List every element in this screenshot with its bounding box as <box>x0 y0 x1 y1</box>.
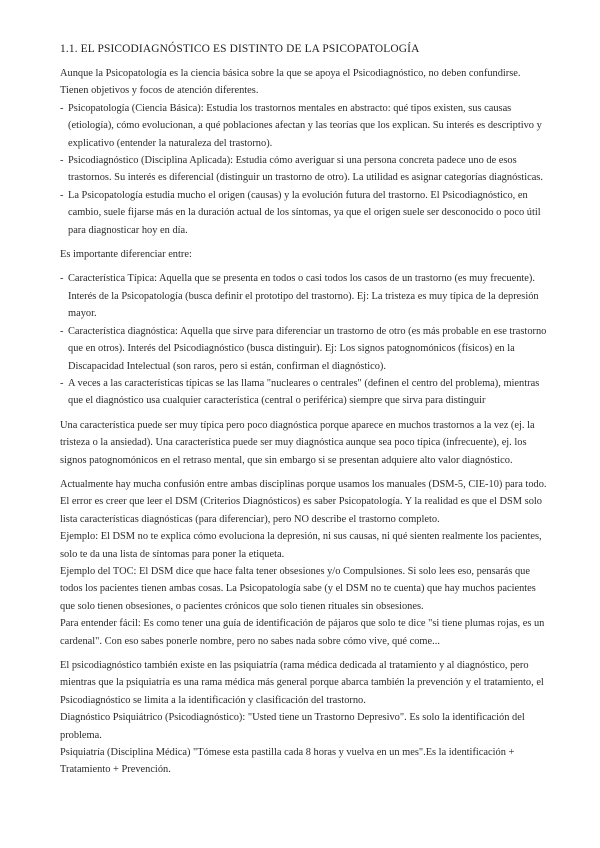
dsm-example-toc: Ejemplo del TOC: El DSM dice que hace falta tener obsesiones y/o Compulsiones. Si solo lees eso, pensarás que todos los pacientes tienen ambas cosas. La Psicopatología sabe (y el DSM no te cuenta) que hay muchos pacientes que solo tienen obsesiones, o pacientes crónicos que solo tienen rituales sin obsesiones. <box>60 565 536 612</box>
characteristic-list <box>60 270 548 409</box>
dsm-section <box>60 476 548 650</box>
psychiatry-section <box>60 657 548 779</box>
dsm-analogy: Para entender fácil: Es como tener una guía de identificación de pájaros que solo te dice "si tiene plumas rojas, es un cardenal". Con eso sabes ponerle nombre, pero no sabes nada sobre cómo vive, qué come... <box>60 618 545 647</box>
list-item: - La Psicopatología estudia mucho el origen (causas) y la evolución futura del trastorno. El Psicodiagnóstico, en cambio, suele fijarse más en la duración actual de los síntomas, ya que el origen suele ser desconocido o poco útil para diagnosticar hoy en día. <box>60 189 541 236</box>
list-item: - Característica Típica: Aquella que se presenta en todos o casi todos los casos de un trastorno (es muy frecuente). Interés de la Psicopatología (busca definir el prototipo del trastorno). Ej: La tristeza es muy típica de la depresión mayor. <box>60 273 539 320</box>
psychiatry-paragraph: El psicodiagnóstico también existe en las psiquiatría (rama médica dedicada al tratamiento y al diagnóstico, pero mientras que la psiquiatría es una rama médica más general porque abarca también la prevención y el tratamiento, el Psicodiagnóstico se limita a la identificación y clasificación del trastorno. <box>60 660 544 706</box>
psychiatry-example: Psiquiatría (Disciplina Médica) "Tómese esta pastilla cada 8 horas y vuelva en un mes".Es la identificación + Tratamiento + Prevención. <box>60 747 515 776</box>
list-item: - A veces a las características típicas se las llama "nucleares o centrales" (definen el centro del problema), mientras que el diagnóstico usa cualquier característica (central o periférica) siempre que sirva para distinguir <box>60 377 540 407</box>
important-label: Es importante diferenciar entre: <box>60 249 192 261</box>
discipline-list <box>60 100 548 239</box>
section-heading: 1.1. EL PSICODIAGNÓSTICO ES DISTINTO DE LA PSICOPATOLOGÍA <box>60 43 420 55</box>
list-item: - Característica diagnóstica: Aquella que sirve para diferenciar un trastorno de otro (es más probable en ese trastorno que en otros). Interés del Psicodiagnóstico (busca distinguir). Ej: Los signos patognomónicos (físicos) en la Discapacidad Intelectual (son raros, pero si están, confirman el diagnóstico). <box>60 325 547 372</box>
psychiatric-diagnosis-example: Diagnóstico Psiquiátrico (Psicodiagnóstico): "Usted tiene un Trastorno Depresivo". Es solo la identificación del problema. <box>60 712 525 741</box>
intro-paragraph: Aunque la Psicopatología es la ciencia básica sobre la que se apoya el Psicodiagnóstico, no deben confundirse. Tienen objetivos y focos de atención diferentes. <box>60 68 521 97</box>
document-page <box>60 42 548 779</box>
dsm-paragraph: Actualmente hay mucha confusión entre ambas disciplinas porque usamos los manuales (DSM-5, CIE-10) para todo. El error es creer que leer el DSM (Criterios Diagnósticos) es saber Psicopatología. Y la realidad es que el DSM solo lista características diagnósticas (para diferenciar), pero NO describe el trastorno completo. <box>60 478 547 525</box>
list-item: - Psicopatología (Ciencia Básica): Estudia los trastornos mentales en abstracto: qué tipos existen, sus causas (etiología), cómo evolucionan, a qué poblaciones afectan y las teorías que los explican. Su interés es descriptivo y explicativo (entender la naturaleza del trastorno). <box>60 102 542 149</box>
list-item: - Psicodiagnóstico (Disciplina Aplicada): Estudia cómo averiguar si una persona concreta padece uno de esos trastornos. Su interés es diferencial (distinguir un trastorno de otro). La utilidad es asignar categorías diagnósticas. <box>60 155 543 184</box>
typical-vs-diagnostic-paragraph: Una característica puede ser muy típica pero poco diagnóstica porque aparece en muchos trastornos a la vez (ej. la tristeza o la ansiedad). Una característica puede ser muy diagnóstica aunque sea poco típica (infrecuente), ej. los signos patognomónicos en el retraso mental, que sin embargo si se presentan adquiere alto valor diagnóstico. <box>60 419 535 466</box>
dsm-example-depression: Ejemplo: El DSM no te explica cómo evoluciona la depresión, ni sus causas, ni qué sienten realmente los pacientes, solo te da una lista de síntomas para poner la etiqueta. <box>60 531 542 560</box>
